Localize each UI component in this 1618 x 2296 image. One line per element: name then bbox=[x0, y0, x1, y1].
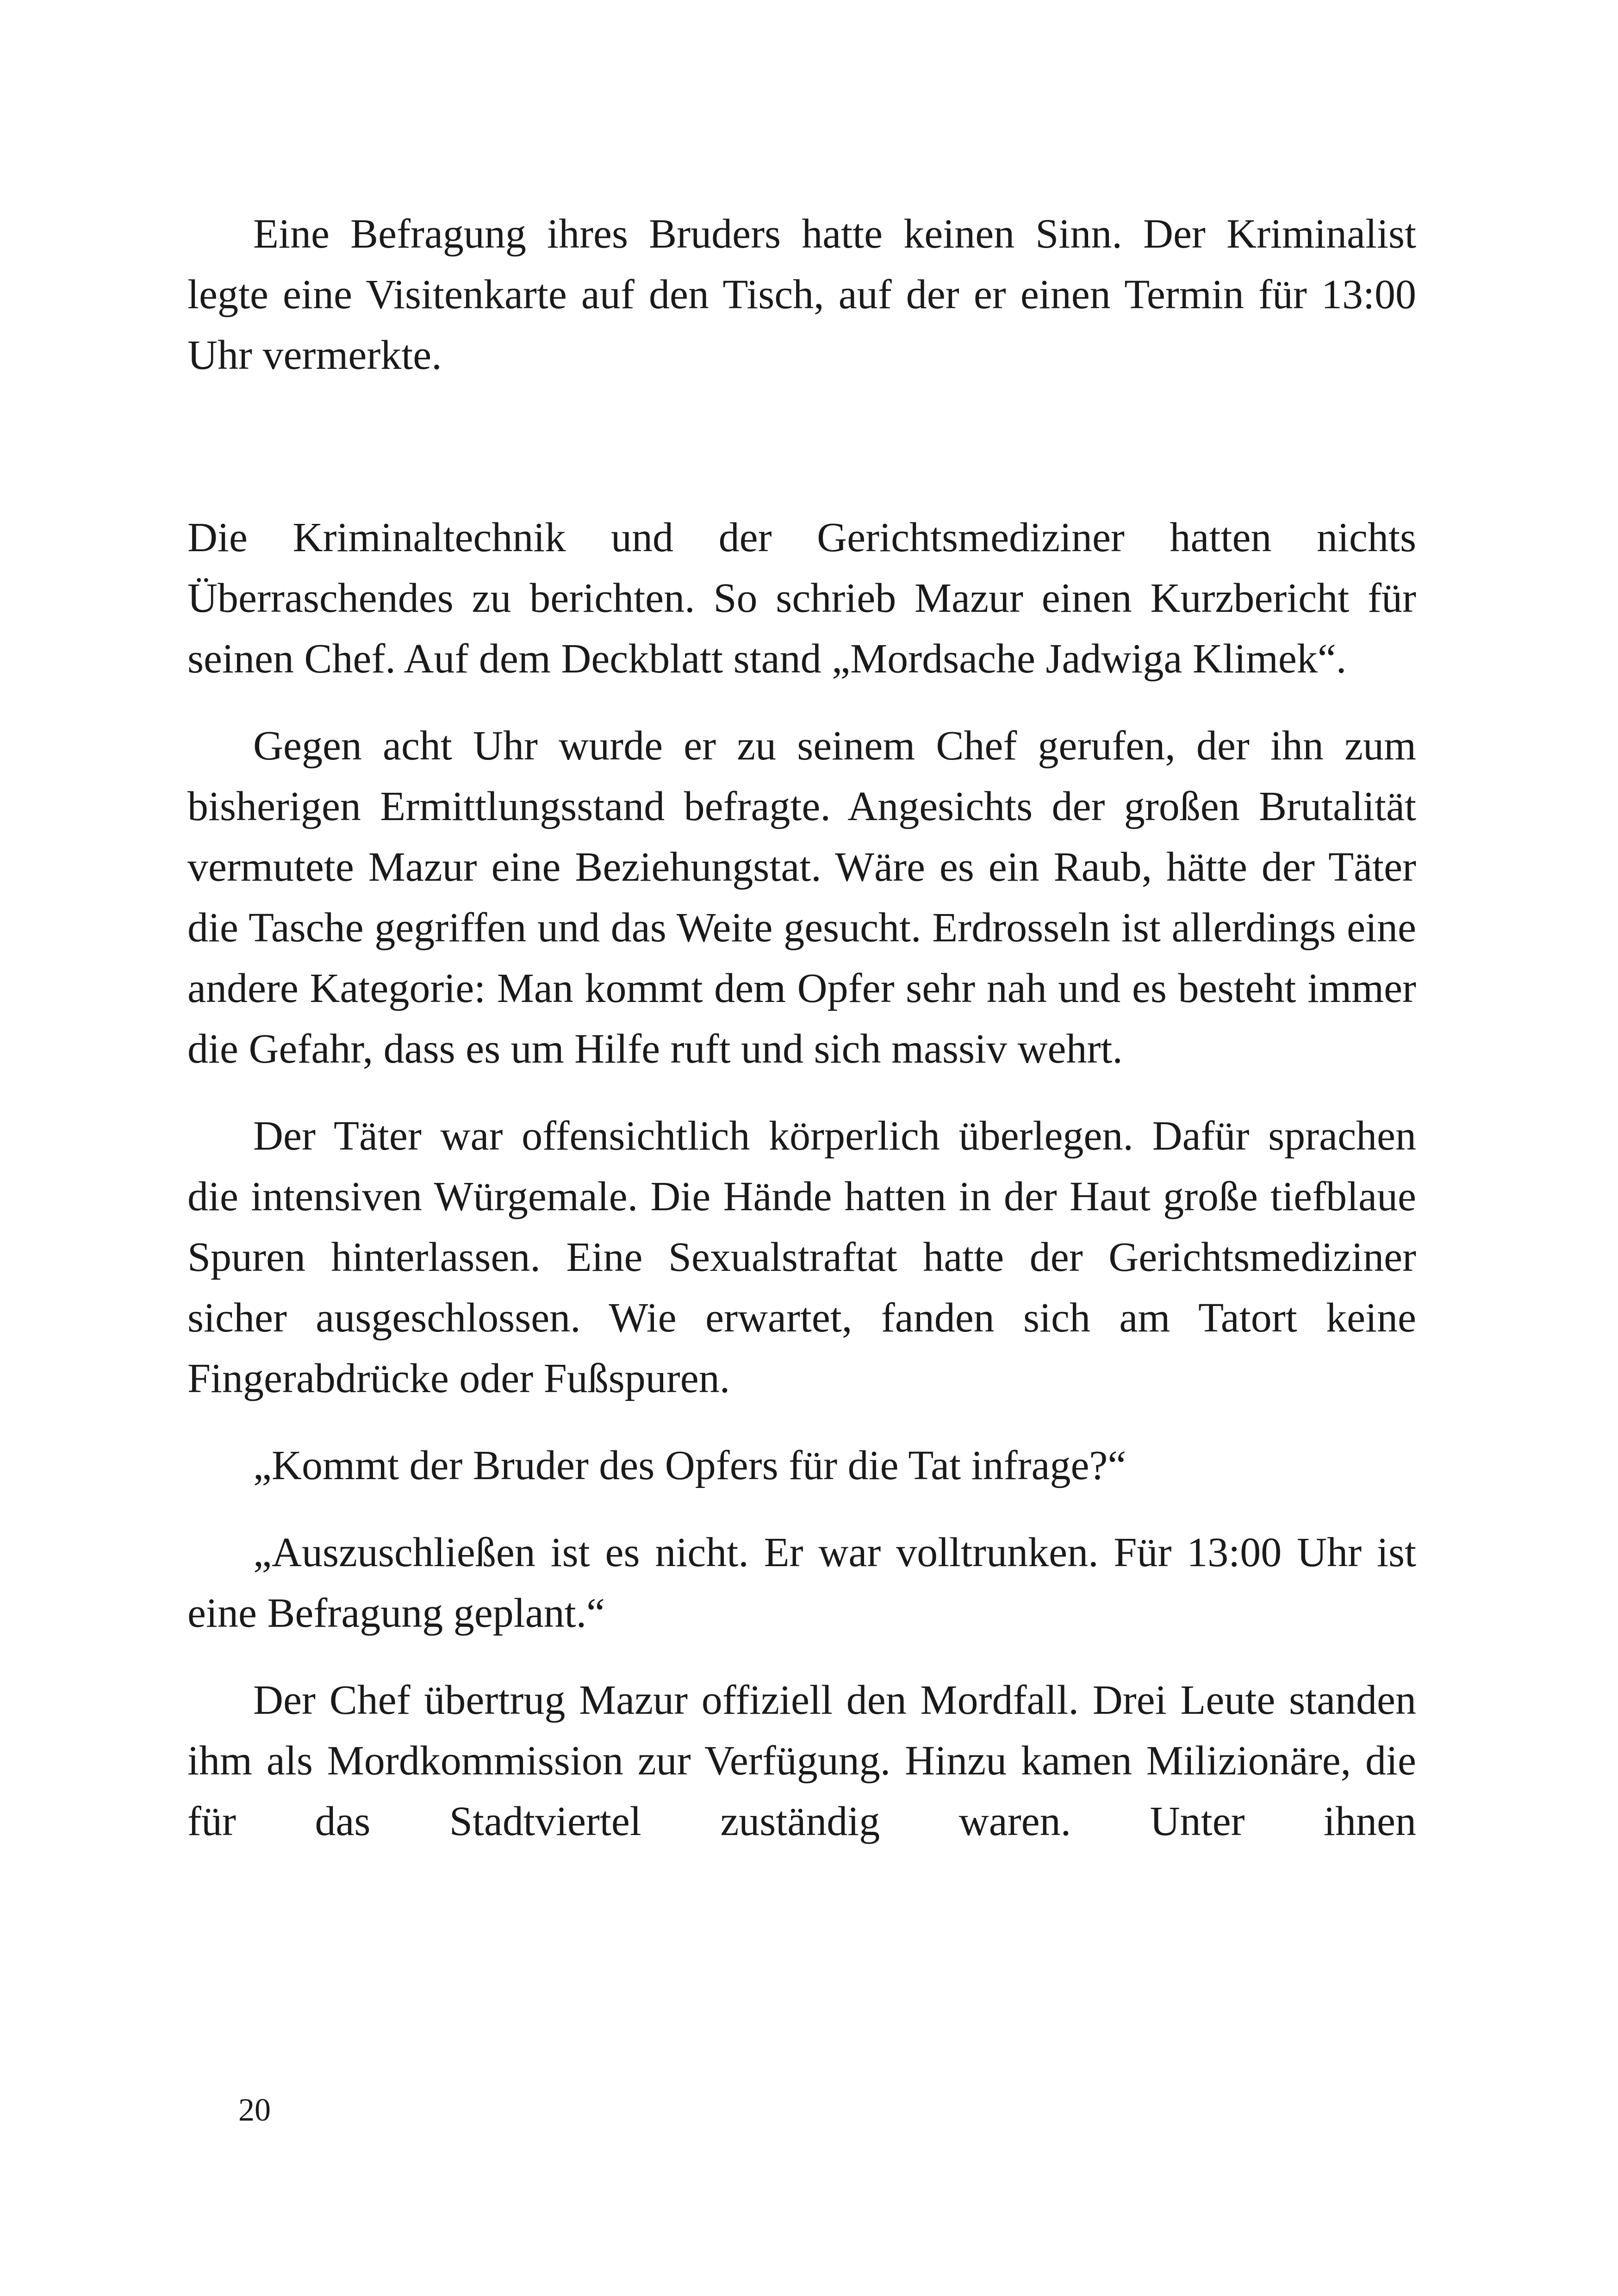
paragraph-7: Der Chef übertrug Mazur offiziell den Mordfall. Drei Leute standen ihm als Mordkommission zur Verfügung. Hinzu kamen Milizionäre, die für das Stadtviertel zuständig waren. Unter ihnen bbox=[187, 1677, 1416, 1844]
paragraph-2: Die Kriminaltechnik und der Gerichtsmediziner hatten nichts Überraschendes zu berichten. So schrieb Mazur einen Kurzbericht für seinen Chef. Auf dem Deckblatt stand „Mordsache Jadwiga Klimek“. bbox=[187, 515, 1416, 682]
page-number: 20 bbox=[238, 2092, 271, 2128]
paragraph-6: „Auszuschließen ist es nicht. Er war volltrunken. Für 13:00 Uhr ist eine Befragung geplant.“ bbox=[187, 1530, 1416, 1636]
paragraph-3: Gegen acht Uhr wurde er zu seinem Chef gerufen, der ihn zum bisherigen Ermittlungsstand befragte. Angesichts der großen Brutalität vermutete Mazur eine Beziehungstat. Wäre es ein Raub, hätte der Täter die Tasche gegriffen und das Weite gesucht. Erdrosseln ist allerdings eine andere Kategorie: Man kommt dem Opfer sehr nah und es besteht immer die Gefahr, dass es um Hilfe ruft und sich massiv wehrt. bbox=[187, 723, 1416, 1072]
main-text-block bbox=[187, 507, 1416, 1852]
paragraph-5: „Kommt der Bruder des Opfers für die Tat infrage?“ bbox=[253, 1443, 1126, 1488]
paragraph-1: Eine Befragung ihres Bruders hatte keinen Sinn. Der Kriminalist legte eine Visitenkarte auf den Tisch, auf der er einen Termin für 13:00 Uhr vermerkte. bbox=[187, 211, 1416, 378]
paragraph-1-block bbox=[187, 204, 1416, 386]
paragraph-4: Der Täter war offensichtlich körperlich überlegen. Dafür sprachen die intensiven Würgemale. Die Hände hatten in der Haut große tiefblaue Spuren hinterlassen. Eine Sexualstraftat hatte der Gerichtsmediziner sicher ausgeschlossen. Wie erwartet, fanden sich am Tatort keine Fingerabdrücke oder Fußspuren. bbox=[187, 1113, 1416, 1401]
